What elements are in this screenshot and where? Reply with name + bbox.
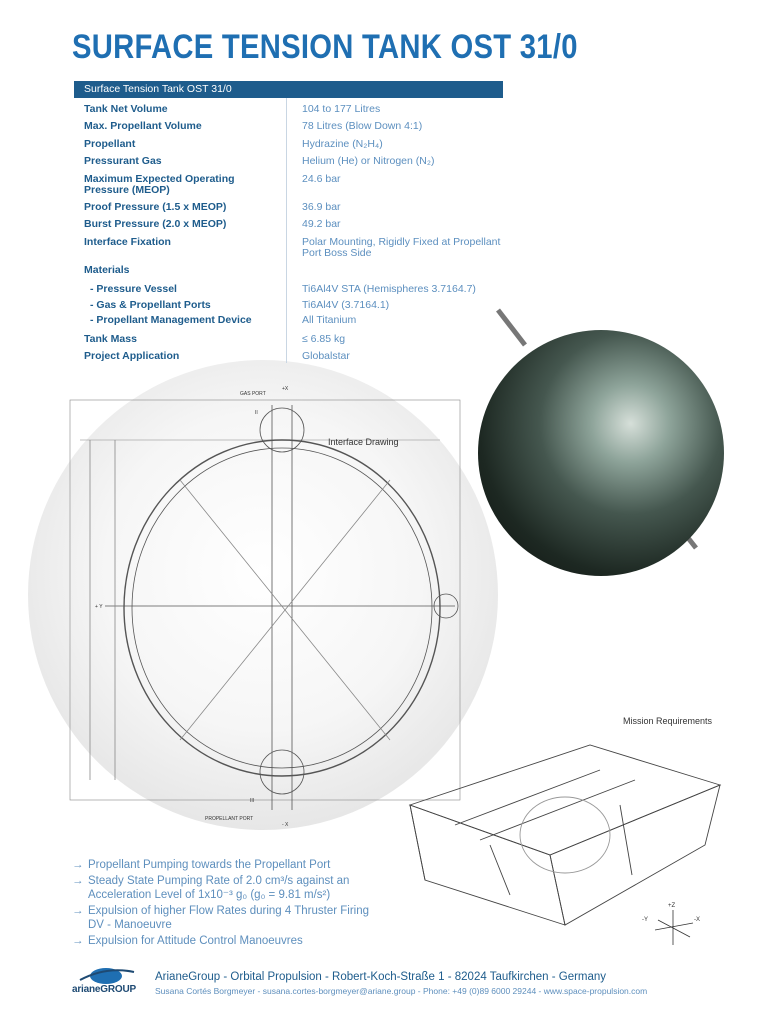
row-label: - Pressure Vessel xyxy=(90,283,177,295)
row-value: 104 to 177 Litres xyxy=(302,103,381,115)
list-item xyxy=(72,904,372,932)
drawing-caption: Interface Drawing xyxy=(328,437,399,447)
row-label: Propellant xyxy=(84,138,136,150)
plus-y-label: + Y xyxy=(95,604,103,610)
plus-x-label: +X xyxy=(282,386,289,392)
mission-caption: Mission Requirements xyxy=(623,716,713,726)
logo-text: arianeGROUP xyxy=(72,984,136,995)
gas-port-label: GAS PORT xyxy=(240,391,266,397)
row-label: Maximum Expected Operating Pressure (MEOP) xyxy=(84,173,235,196)
row-value: All Titanium xyxy=(302,314,357,326)
axis-x-label: -X xyxy=(694,917,700,923)
list-item-text: Expulsion of higher Flow Rates during 4 Thruster Firing DV - Manoeuvre xyxy=(88,905,370,931)
row-label: Tank Net Volume xyxy=(84,103,168,115)
propellant-port-label: PROPELLANT PORT xyxy=(205,816,254,822)
axis-y-label: -Y xyxy=(642,917,648,923)
arrow-right-icon: → xyxy=(72,935,84,947)
row-label: - Gas & Propellant Ports xyxy=(90,299,211,311)
list-item xyxy=(72,934,372,948)
row-label: - Propellant Management Device xyxy=(90,314,252,326)
minus-x-label: - X xyxy=(282,822,289,828)
ariane-logo-icon xyxy=(72,964,142,996)
list-item xyxy=(72,858,372,872)
logo-swoosh xyxy=(72,964,142,986)
arrow-right-icon: → xyxy=(72,875,84,887)
row-label: Interface Fixation xyxy=(84,236,171,248)
list-item-text: Steady State Pumping Rate of 2.0 cm³/s against an Acceleration Level of 1x10⁻³ g₀ (g₀ = 9.81 m/s²) xyxy=(88,875,350,901)
row-value: Helium (He) or Nitrogen (N₂) xyxy=(302,155,435,167)
axis-z-label: +Z xyxy=(668,903,676,909)
spec-table xyxy=(74,81,503,362)
row-value: 24.6 bar xyxy=(302,173,341,185)
row-value: 36.9 bar xyxy=(302,201,341,213)
row-value: Polar Mounting, Rigidly Fixed at Propellant Port Boss Side xyxy=(302,236,501,259)
list-item xyxy=(72,874,372,902)
row-label: Tank Mass xyxy=(84,333,137,345)
label-iii: III xyxy=(250,798,255,804)
row-label: Max. Propellant Volume xyxy=(84,120,202,132)
footer-contact: Susana Cortés Borgmeyer - susana.cortes-borgmeyer@ariane.group - Phone: +49 (0)89 6000 29244 - www.space-propulsion.com xyxy=(155,986,648,996)
row-value: Ti6Al4V STA (Hemispheres 3.7164.7) xyxy=(302,283,476,295)
row-value: Ti6Al4V (3.7164.1) xyxy=(302,299,390,311)
requirements-list xyxy=(72,858,372,950)
row-label: Proof Pressure (1.5 x MEOP) xyxy=(84,201,227,213)
row-value: Hydrazine (N₂H₄) xyxy=(302,138,383,150)
row-value: ≤ 6.85 kg xyxy=(302,333,346,345)
row-label: Burst Pressure (2.0 x MEOP) xyxy=(84,218,227,230)
row-label: Pressurant Gas xyxy=(84,155,162,167)
label-ii: II xyxy=(255,410,258,416)
row-value: 49.2 bar xyxy=(302,218,341,230)
row-value: 78 Litres (Blow Down 4:1) xyxy=(302,120,423,132)
row-label: Materials xyxy=(84,264,130,276)
mission-drawing xyxy=(370,725,730,955)
page-title: SURFACE TENSION TANK OST 31/0 xyxy=(72,28,578,66)
row-label: Project Application xyxy=(84,350,180,362)
column-divider xyxy=(286,98,287,363)
footer-address: ArianeGroup - Orbital Propulsion - Robert-Koch-Straße 1 - 82024 Taufkirchen - Germany xyxy=(155,971,607,983)
spec-table-header: Surface Tension Tank OST 31/0 xyxy=(74,81,503,98)
tank-sphere xyxy=(478,330,724,576)
list-item-text: Propellant Pumping towards the Propellant Port xyxy=(88,859,331,871)
row-value: Globalstar xyxy=(302,350,350,362)
arrow-right-icon: → xyxy=(72,859,84,871)
axis-triad-icon xyxy=(655,910,693,945)
list-item-text: Expulsion for Attitude Control Manoeuvres xyxy=(88,935,303,947)
arrow-right-icon: → xyxy=(72,905,84,917)
